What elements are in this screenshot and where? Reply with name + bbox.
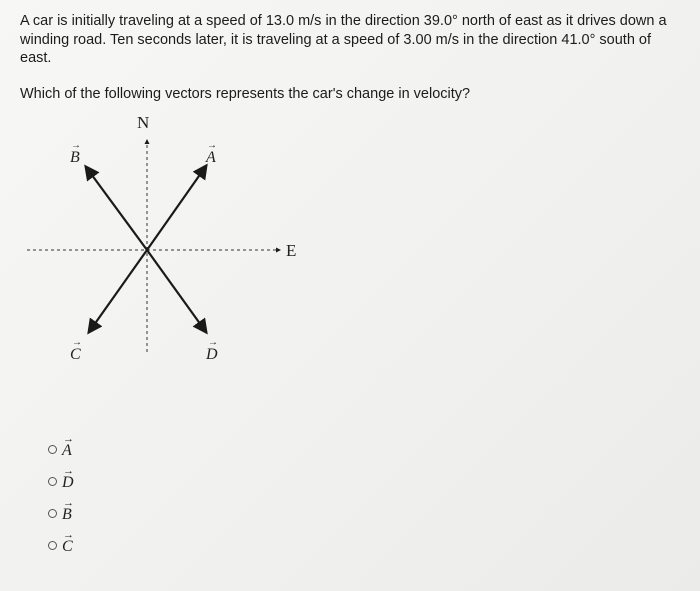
vector-arrow-icon: → bbox=[63, 465, 74, 477]
svg-text:→: → bbox=[72, 337, 82, 348]
vector-arrow-icon: → bbox=[63, 497, 74, 509]
vector-arrow-icon: → bbox=[63, 433, 74, 445]
vector-c-arrow bbox=[89, 250, 147, 332]
answer-options bbox=[48, 433, 74, 566]
svg-text:→: → bbox=[71, 140, 81, 151]
vector-d-label bbox=[205, 337, 218, 363]
svg-text:→: → bbox=[207, 140, 217, 151]
option-label: → D bbox=[62, 465, 74, 491]
svg-text:B: B bbox=[70, 149, 80, 166]
option-label: → B bbox=[62, 497, 74, 523]
vector-b-arrow bbox=[86, 167, 147, 250]
vector-arrow-icon: → bbox=[63, 529, 74, 541]
vector-d-arrow bbox=[147, 250, 206, 332]
svg-text:A: A bbox=[206, 149, 216, 166]
option-a[interactable] bbox=[48, 433, 74, 460]
svg-text:D: D bbox=[206, 346, 218, 363]
option-b[interactable] bbox=[48, 497, 74, 524]
question-text: A car is initially traveling at a speed of 13.0 m/s in the direction 39.0° north of east as it drives down a winding road. Ten seconds later, it is traveling at a speed of 3.00 m/s in the direction 41.0° south of east. bbox=[20, 13, 667, 67]
north-label: N bbox=[137, 113, 150, 132]
vector-b-label bbox=[70, 140, 81, 166]
svg-text:→: → bbox=[208, 337, 218, 348]
option-d[interactable] bbox=[48, 465, 74, 492]
radio-button[interactable] bbox=[48, 445, 57, 454]
question-prompt: Which of the following vectors represents the car's change in velocity? bbox=[20, 86, 471, 102]
svg-text:C: C bbox=[70, 346, 81, 363]
option-c[interactable] bbox=[48, 529, 74, 556]
radio-button[interactable] bbox=[48, 477, 57, 486]
east-label: E bbox=[286, 241, 297, 260]
vector-a-arrow bbox=[147, 166, 206, 250]
radio-button[interactable] bbox=[48, 541, 57, 550]
vector-a-label bbox=[205, 140, 217, 166]
radio-button[interactable] bbox=[48, 509, 57, 518]
option-label: → A bbox=[62, 433, 74, 459]
option-label: → C bbox=[62, 529, 74, 555]
vector-c-label bbox=[70, 337, 82, 363]
